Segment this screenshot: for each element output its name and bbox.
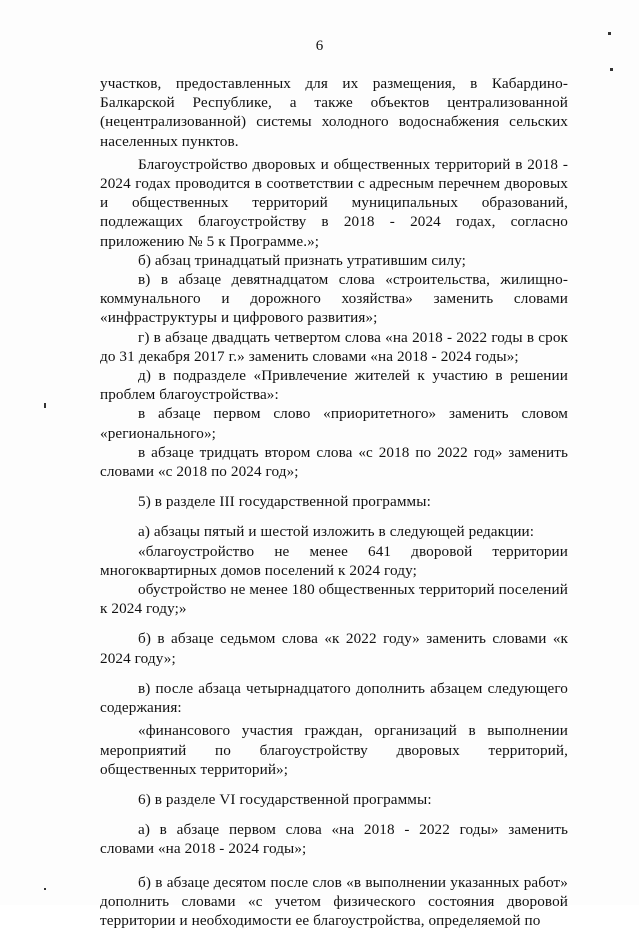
paragraph: участков, предоставленных для их размещения, в Кабардино-Балкарской Республике, а также объектов централизованной (нецентрализованной) системы холодного водоснабжения сельских населенных пунктов. (100, 75, 568, 150)
document-body (100, 74, 568, 930)
paragraph: Благоустройство дворовых и общественных территорий в 2018 - 2024 годах проводится в соответствии с адресным перечнем дворовых и общественных территорий муниципальных образований, подлежащих благоустройству в 2018 - 2024 годах, согласно приложению № 5 к Программе.»; (100, 155, 568, 250)
paragraph: а) абзацы пятый и шестой изложить в следующей редакции: (138, 523, 535, 541)
paragraph: а) в абзаце первом слова «на 2018 - 2022 годы» заменить словами «на 2018 - 2024 годы»; (100, 821, 568, 858)
paragraph: г) в абзаце двадцать четвертом слова «на 2018 - 2022 годы в срок до 31 декабря 2017 г.» заменить словами «на 2018 - 2024 годы»; (100, 328, 568, 365)
paragraph: б) в абзаце десятом после слов «в выполнении указанных работ» дополнить словами «с учетом физического состояния дворовой территории и необходимости ее благоустройства, определяемой по (100, 873, 568, 929)
paragraph: «финансового участия граждан, организаций в выполнении мероприятий по благоустройству дворовых территорий, общественных территорий»; (100, 722, 568, 778)
paragraph: в абзаце тридцать втором слова «с 2018 по 2022 год» заменить словами «с 2018 по 2024 год»; (100, 443, 568, 481)
paragraph: в абзаце первом слово «приоритетного» заменить словом «регионального»; (100, 405, 568, 442)
scan-mark-left-bottom (44, 888, 46, 890)
paragraph: «благоустройство не менее 641 дворовой территории многоквартирных домов поселений к 2024 году; (100, 542, 568, 579)
paragraph: д) в подразделе «Привлечение жителей к участию в решении проблем благоустройства»: (100, 367, 568, 404)
page-number: 6 (315, 38, 324, 54)
paragraph: в) после абзаца четырнадцатого дополнить абзацем следующего содержания: (100, 679, 568, 717)
paragraph: в) в абзаце девятнадцатом слова «строительства, жилищно-коммунального и дорожного хозяйства» заменить словами «инфраструктуры и цифрового развития»; (100, 271, 568, 327)
paragraph: б) абзац тринадцатый признать утратившим силу; (138, 251, 466, 269)
paragraph: б) в абзаце седьмом слова «к 2022 году» заменить словами «к 2024 году»; (100, 630, 568, 667)
scan-mark-left (44, 403, 46, 408)
paragraph: обустройство не менее 180 общественных территорий поселений к 2024 году;» (100, 581, 568, 618)
paragraph: 6) в разделе VI государственной программы: (138, 790, 432, 808)
paragraph: 5) в разделе III государственной программы: (138, 493, 431, 511)
scan-mark-top-right (608, 32, 611, 35)
scan-mark-right (610, 68, 613, 71)
